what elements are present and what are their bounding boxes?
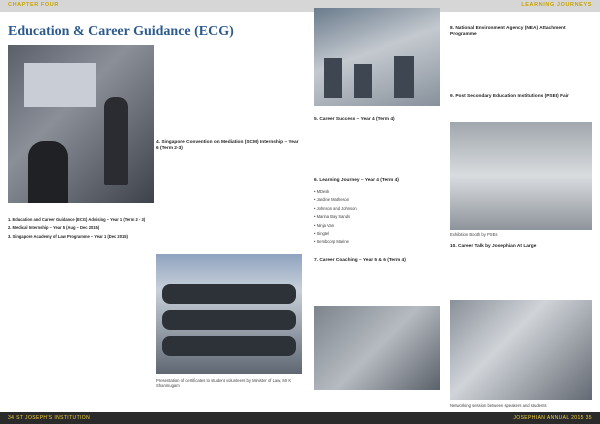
top-bar (0, 0, 600, 12)
career-coaching-photo (314, 306, 440, 390)
company-list-item: • Singtel (314, 231, 330, 237)
company-list-item: • Sembcorp Marine (314, 239, 349, 245)
item-8-heading: 8. National Environment Agency (NEA) Attachment Programme (450, 26, 566, 37)
mid-photo (314, 8, 440, 106)
company-list-item: • MDesk (314, 189, 330, 194)
group-row-front (162, 336, 296, 356)
group-photo-caption: Presentation of certificates to student volunteers by Minister of Law, Mr K Shanmugam (156, 378, 292, 388)
item-10-heading: 10. Career Talk by Josephian At Large (450, 244, 537, 249)
item-5-heading: 5. Career Success – Year 4 (Term 4) (314, 117, 395, 122)
group-row-back (162, 284, 296, 304)
company-list-item: • Johnson and Johnson (314, 205, 357, 211)
group-photo (156, 254, 302, 374)
exhibition-caption: Exhibition Booth by PSEs (450, 232, 498, 237)
person-figure (394, 56, 414, 98)
speaker-silhouette (104, 97, 128, 185)
company-list-item: • Jardine Matheson (314, 197, 350, 203)
person-figure (354, 64, 372, 98)
person-figure (324, 58, 342, 98)
item-7-heading: 7. Career Coaching – Year 5 & 6 (Term 4) (314, 258, 406, 263)
left-column (8, 214, 154, 242)
item-1-heading: 1. Education and Career Guidance (ECG) Advising – Year 1 (Term 2 - 3) (8, 217, 146, 222)
item-9-heading: 9. Post Secondary Education Institutions (PSEI) Fair (450, 94, 569, 99)
main-photo (8, 45, 154, 203)
item-2-heading: 2. Medical Internship – Year 5 (Aug – Dec 2015) (8, 225, 100, 231)
section-label: LEARNING JOURNEYS (521, 2, 592, 8)
company-list-item: • Ninja Van (314, 222, 335, 228)
networking-photo (450, 300, 592, 400)
presentation-screen (24, 63, 96, 107)
audience-silhouette (28, 141, 68, 203)
page-title: Education & Career Guidance (ECG) (8, 24, 234, 39)
item-4-heading: 4. Singapore Convention on Mediation (SCM) Internship – Year 6 (Term 2-3) (156, 140, 299, 151)
company-list-item: • Marina Bay Sands (314, 214, 351, 220)
networking-caption: Networking session between speakers and students (450, 403, 547, 408)
group-row-middle (162, 310, 296, 330)
footer-left: 34 ST JOSEPH'S INSTITUTION (8, 415, 91, 421)
item-6-text (314, 186, 440, 248)
exhibition-photo (450, 122, 592, 230)
chapter-label: CHAPTER FOUR (8, 2, 59, 8)
item-3-heading: 3. Singapore Academy of Law Programme – Year 1 (Dec 2015) (8, 233, 128, 239)
item-6-heading: 6. Learning Journey – Year 4 (Term 4) (314, 178, 399, 183)
footer-right: JOSEPHIAN ANNUAL 2015 35 (513, 415, 592, 421)
